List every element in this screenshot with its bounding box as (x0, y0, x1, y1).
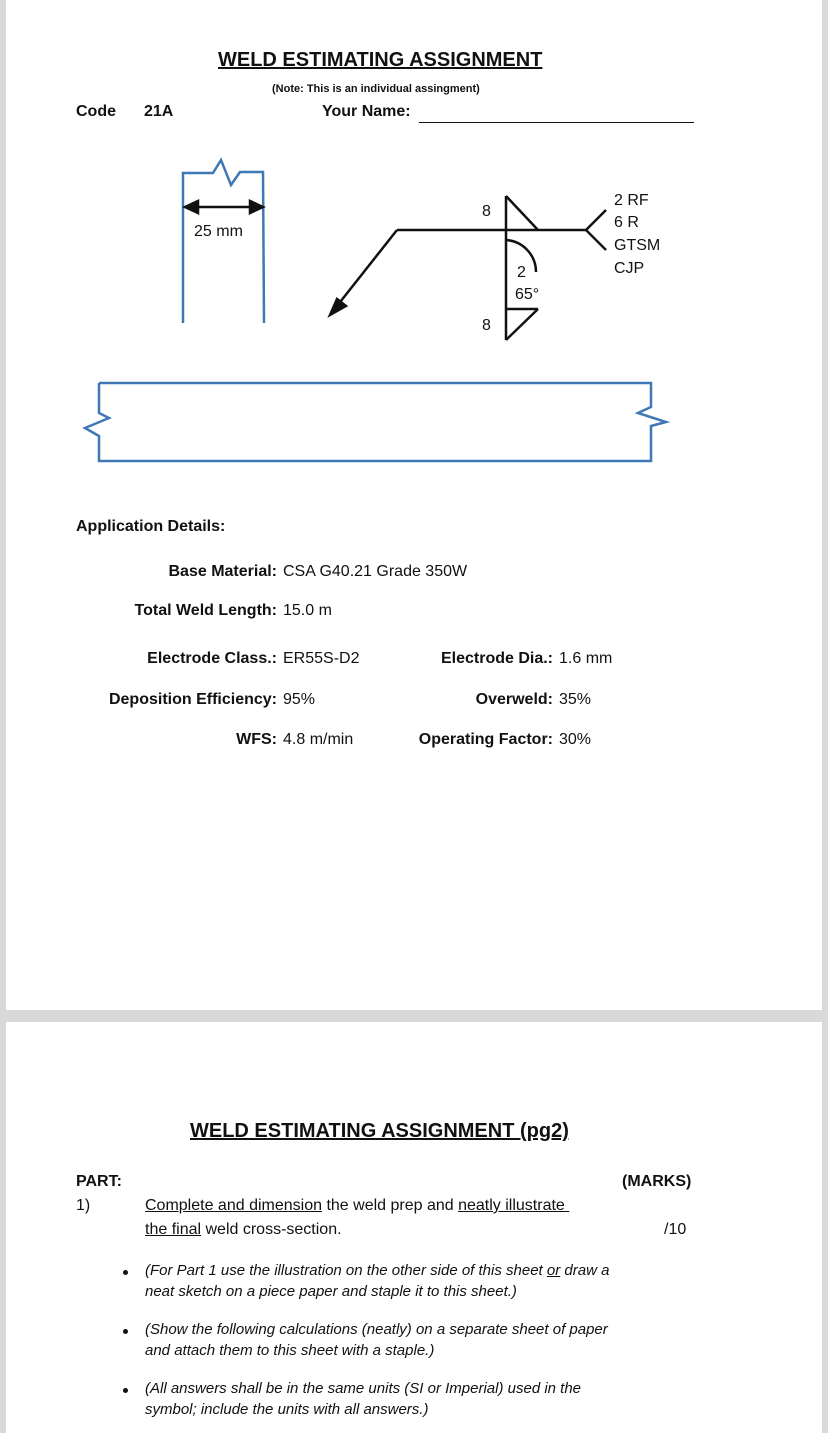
bullet-2: (Show the following calculations (neatly) on a separate sheet of paper and attach them to this sheet with a staple.) (145, 1321, 608, 1359)
tail-line-2: 6 R (614, 214, 639, 231)
deposition-efficiency-value: 95% (283, 691, 316, 708)
code-value: 21A (144, 103, 174, 120)
vertical-plate (183, 160, 264, 323)
bullet-dot-icon (123, 1270, 128, 1275)
question-1-number: 1) (76, 1197, 91, 1214)
arrow-line (333, 230, 397, 311)
base-material-label: Base Material: (168, 563, 277, 580)
bullet-dot-icon (123, 1388, 128, 1393)
q1-text-2: weld cross-section. (201, 1221, 342, 1238)
overweld-value: 35% (559, 691, 592, 708)
plate-width-label: 25 mm (194, 223, 243, 240)
other-side-size: 8 (482, 317, 491, 334)
deposition-efficiency-label: Deposition Efficiency: (108, 691, 277, 708)
base-material-value: CSA G40.21 Grade 350W (283, 563, 468, 580)
wfs-value: 4.8 m/min (283, 731, 354, 748)
application-heading: Application Details: (76, 518, 226, 535)
tail-upper (586, 210, 606, 230)
weld-symbol (330, 196, 606, 340)
plate-width-dimension (185, 201, 263, 213)
assignment-page-2 (6, 1022, 822, 1433)
assignment-note: (Note: This is an individual assingment) (272, 83, 480, 95)
q1-emph-1: Complete and dimension (145, 1197, 322, 1214)
wfs-label: WFS: (236, 731, 277, 748)
name-label: Your Name: (322, 103, 411, 120)
bullet-1 (145, 1260, 620, 1302)
electrode-dia-label: Electrode Dia.: (440, 650, 553, 667)
tail-lower (586, 230, 606, 250)
page-title: WELD ESTIMATING ASSIGNMENT (218, 49, 543, 71)
page2-title: WELD ESTIMATING ASSIGNMENT (pg2) (190, 1120, 569, 1142)
bullet-1-text-a: (For Part 1 use the illustration on the other side of this sheet (145, 1262, 547, 1279)
horizontal-plate (85, 383, 666, 461)
bullet-3: (All answers shall be in the same units (SI or Imperial) used in the symbol; include the units with all answers.) (145, 1380, 582, 1418)
question-1-marks: /10 (664, 1221, 687, 1238)
total-weld-length-value: 15.0 m (283, 602, 332, 619)
bullet-1-text-b: draw a neat sketch on a piece paper and staple it to this sheet.) (145, 1262, 614, 1300)
tail-line-3: GTSM (614, 237, 661, 254)
marks-label: (MARKS) (622, 1173, 692, 1190)
overweld-label: Overweld: (475, 691, 553, 708)
bullet-dot-icon (123, 1329, 128, 1334)
code-label: Code (76, 103, 116, 120)
q1-emph-3: the final (145, 1221, 202, 1238)
arrow-side-size: 8 (482, 203, 491, 220)
bullet-1-or: or (546, 1262, 561, 1279)
electrode-class-label: Electrode Class.: (147, 650, 277, 667)
q1-emph-2: neatly illustrate (458, 1197, 570, 1214)
operating-factor-value: 30% (559, 731, 592, 748)
groove-angle: 65° (515, 286, 540, 303)
operating-factor-label: Operating Factor: (418, 731, 553, 748)
electrode-class-value: ER55S-D2 (283, 650, 360, 667)
part-label: PART: (76, 1173, 122, 1190)
electrode-dia-value: 1.6 mm (559, 650, 613, 667)
question-1-line-1 (145, 1197, 569, 1215)
q1-text-1: the weld prep and (322, 1197, 459, 1214)
root-opening: 2 (517, 264, 526, 281)
arrow-head-icon (330, 299, 346, 315)
question-1-line-2 (145, 1221, 342, 1239)
assignment-page-1 (6, 0, 822, 1010)
total-weld-length-label: Total Weld Length: (134, 602, 277, 619)
tail-line-1: 2 RF (614, 192, 649, 209)
tail-line-4: CJP (614, 260, 645, 277)
weld-diagram (6, 0, 822, 480)
